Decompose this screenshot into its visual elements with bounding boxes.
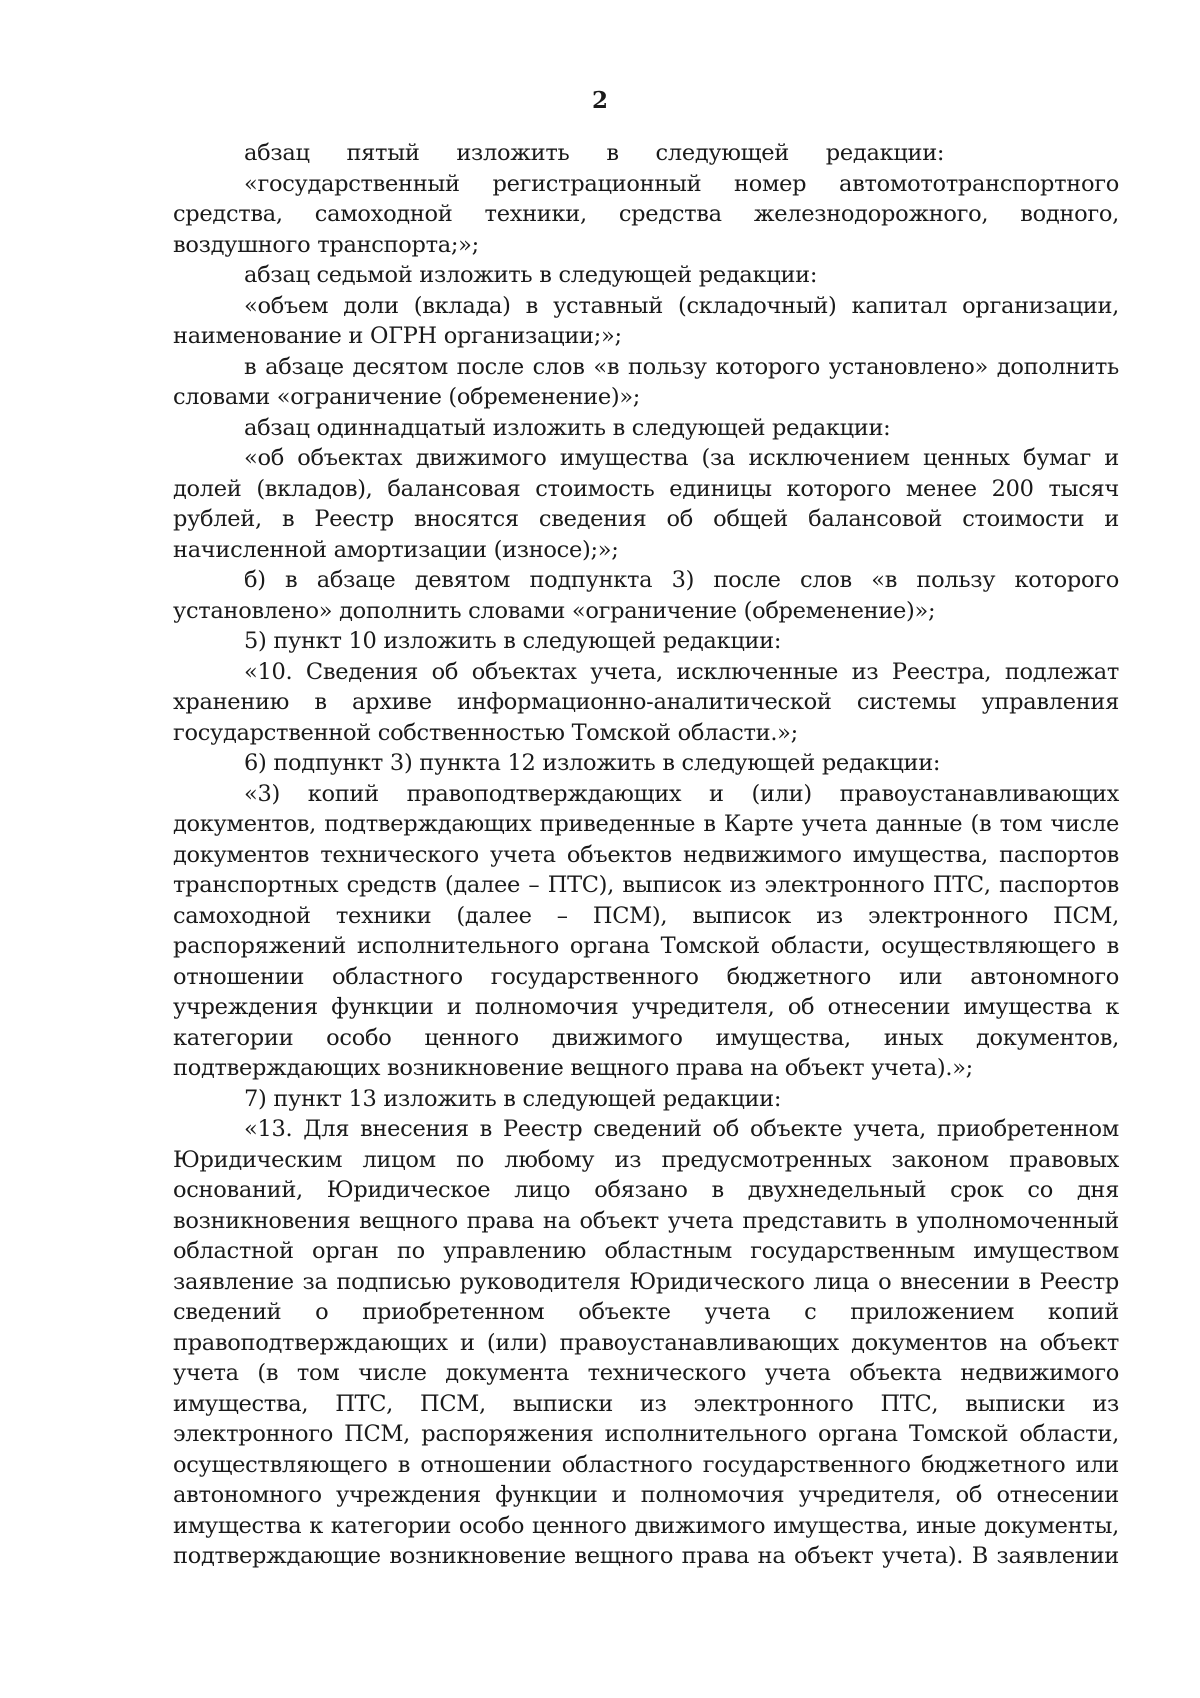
paragraph-4: «объем доли (вклада) в уставный (складочный) капитал организации, наименование и ОГРН организации;»; — [173, 292, 1119, 349]
paragraph-7: «об объектах движимого имущества (за исключением ценных бумаг и долей (вкладов), балансовая стоимость единицы которого менее 200 тысяч рублей, в Реестр вносятся сведения об общей балансовой стоимости и начисленной амортизации (износе);»; — [173, 445, 1119, 563]
page-number: 2 — [591, 87, 608, 114]
paragraph-14: «13. Для внесения в Реестр сведений об объекте учета, приобретенном Юридическим лицом по любому из предусмотренных законом правовых оснований, Юридическое лицо обязано в двухнедельный срок со дня возникновения вещного права на объект учета представить в уполномоченный областной орган по управлению областным государственным имуществом заявление за подписью руководителя Юридического лица о внесении в Реестр сведений о приобретенном объекте учета с приложением копий правоподтверждающих и (или) правоустанавливающих документов на объект учета (в том числе документа технического учета объекта недвижимого имущества, ПТС, ПСМ, выписки из электронного ПТС, выписки из электронного ПСМ, распоряжения исполнительного органа Томской области, осуществляющего в отношении областного государственного бюджетного или автономного учреждения функции и полномочия учредителя, об отнесении имущества к категории особо ценного движимого имущества, иные документы, подтверждающие возникновение вещного права на объект учета). В заявлении — [173, 1116, 1119, 1569]
paragraph-6: абзац одиннадцатый изложить в следующей редакции: — [244, 414, 891, 441]
paragraph-9: 5) пункт 10 изложить в следующей редакции: — [244, 628, 782, 654]
paragraph-8: б) в абзаце девятом подпункта 3) после слов «в пользу которого установлено» дополнить словами «ограничение (обременение)»; — [173, 567, 1119, 624]
paragraph-5: в абзаце десятом после слов «в пользу которого установлено» дополнить словами «ограничение (обременение)»; — [173, 353, 1119, 410]
paragraph-11: 6) подпункт 3) пункта 12 изложить в следующей редакции: — [244, 750, 941, 776]
paragraph-12: «3) копий правоподтверждающих и (или) правоустанавливающих документов, подтверждающих приведенные в Карте учета данные (в том числе документов технического учета объектов недвижимого имущества, паспортов транспортных средств (далее – ПТС), выписок из электронного ПТС, паспортов самоходной техники (далее – ПСМ), выписок из электронного ПСМ, распоряжений исполнительного органа Томской области, осуществляющего в отношении областного государственного бюджетного или автономного учреждения функции и полномочия учредителя, об отнесении имущества к категории особо ценного движимого имущества, иных документов, подтверждающих возникновение вещного права на объект учета).»; — [173, 780, 1119, 1081]
paragraph-10: «10. Сведения об объектах учета, исключенные из Реестра, подлежат хранению в архиве информационно-аналитической системы управления государственной собственностью Томской области.»; — [173, 658, 1119, 746]
document-body — [173, 138, 1119, 1572]
paragraph-1: абзац пятый изложить в следующей редакции: — [244, 140, 945, 166]
paragraph-2: «государственный регистрационный номер автомототранспортного средства, самоходной техники, средства железнодорожного, водного, воздушного транспорта;»; — [173, 170, 1119, 258]
paragraph-3: абзац седьмой изложить в следующей редакции: — [244, 262, 818, 288]
paragraph-13: 7) пункт 13 изложить в следующей редакции: — [244, 1085, 782, 1112]
